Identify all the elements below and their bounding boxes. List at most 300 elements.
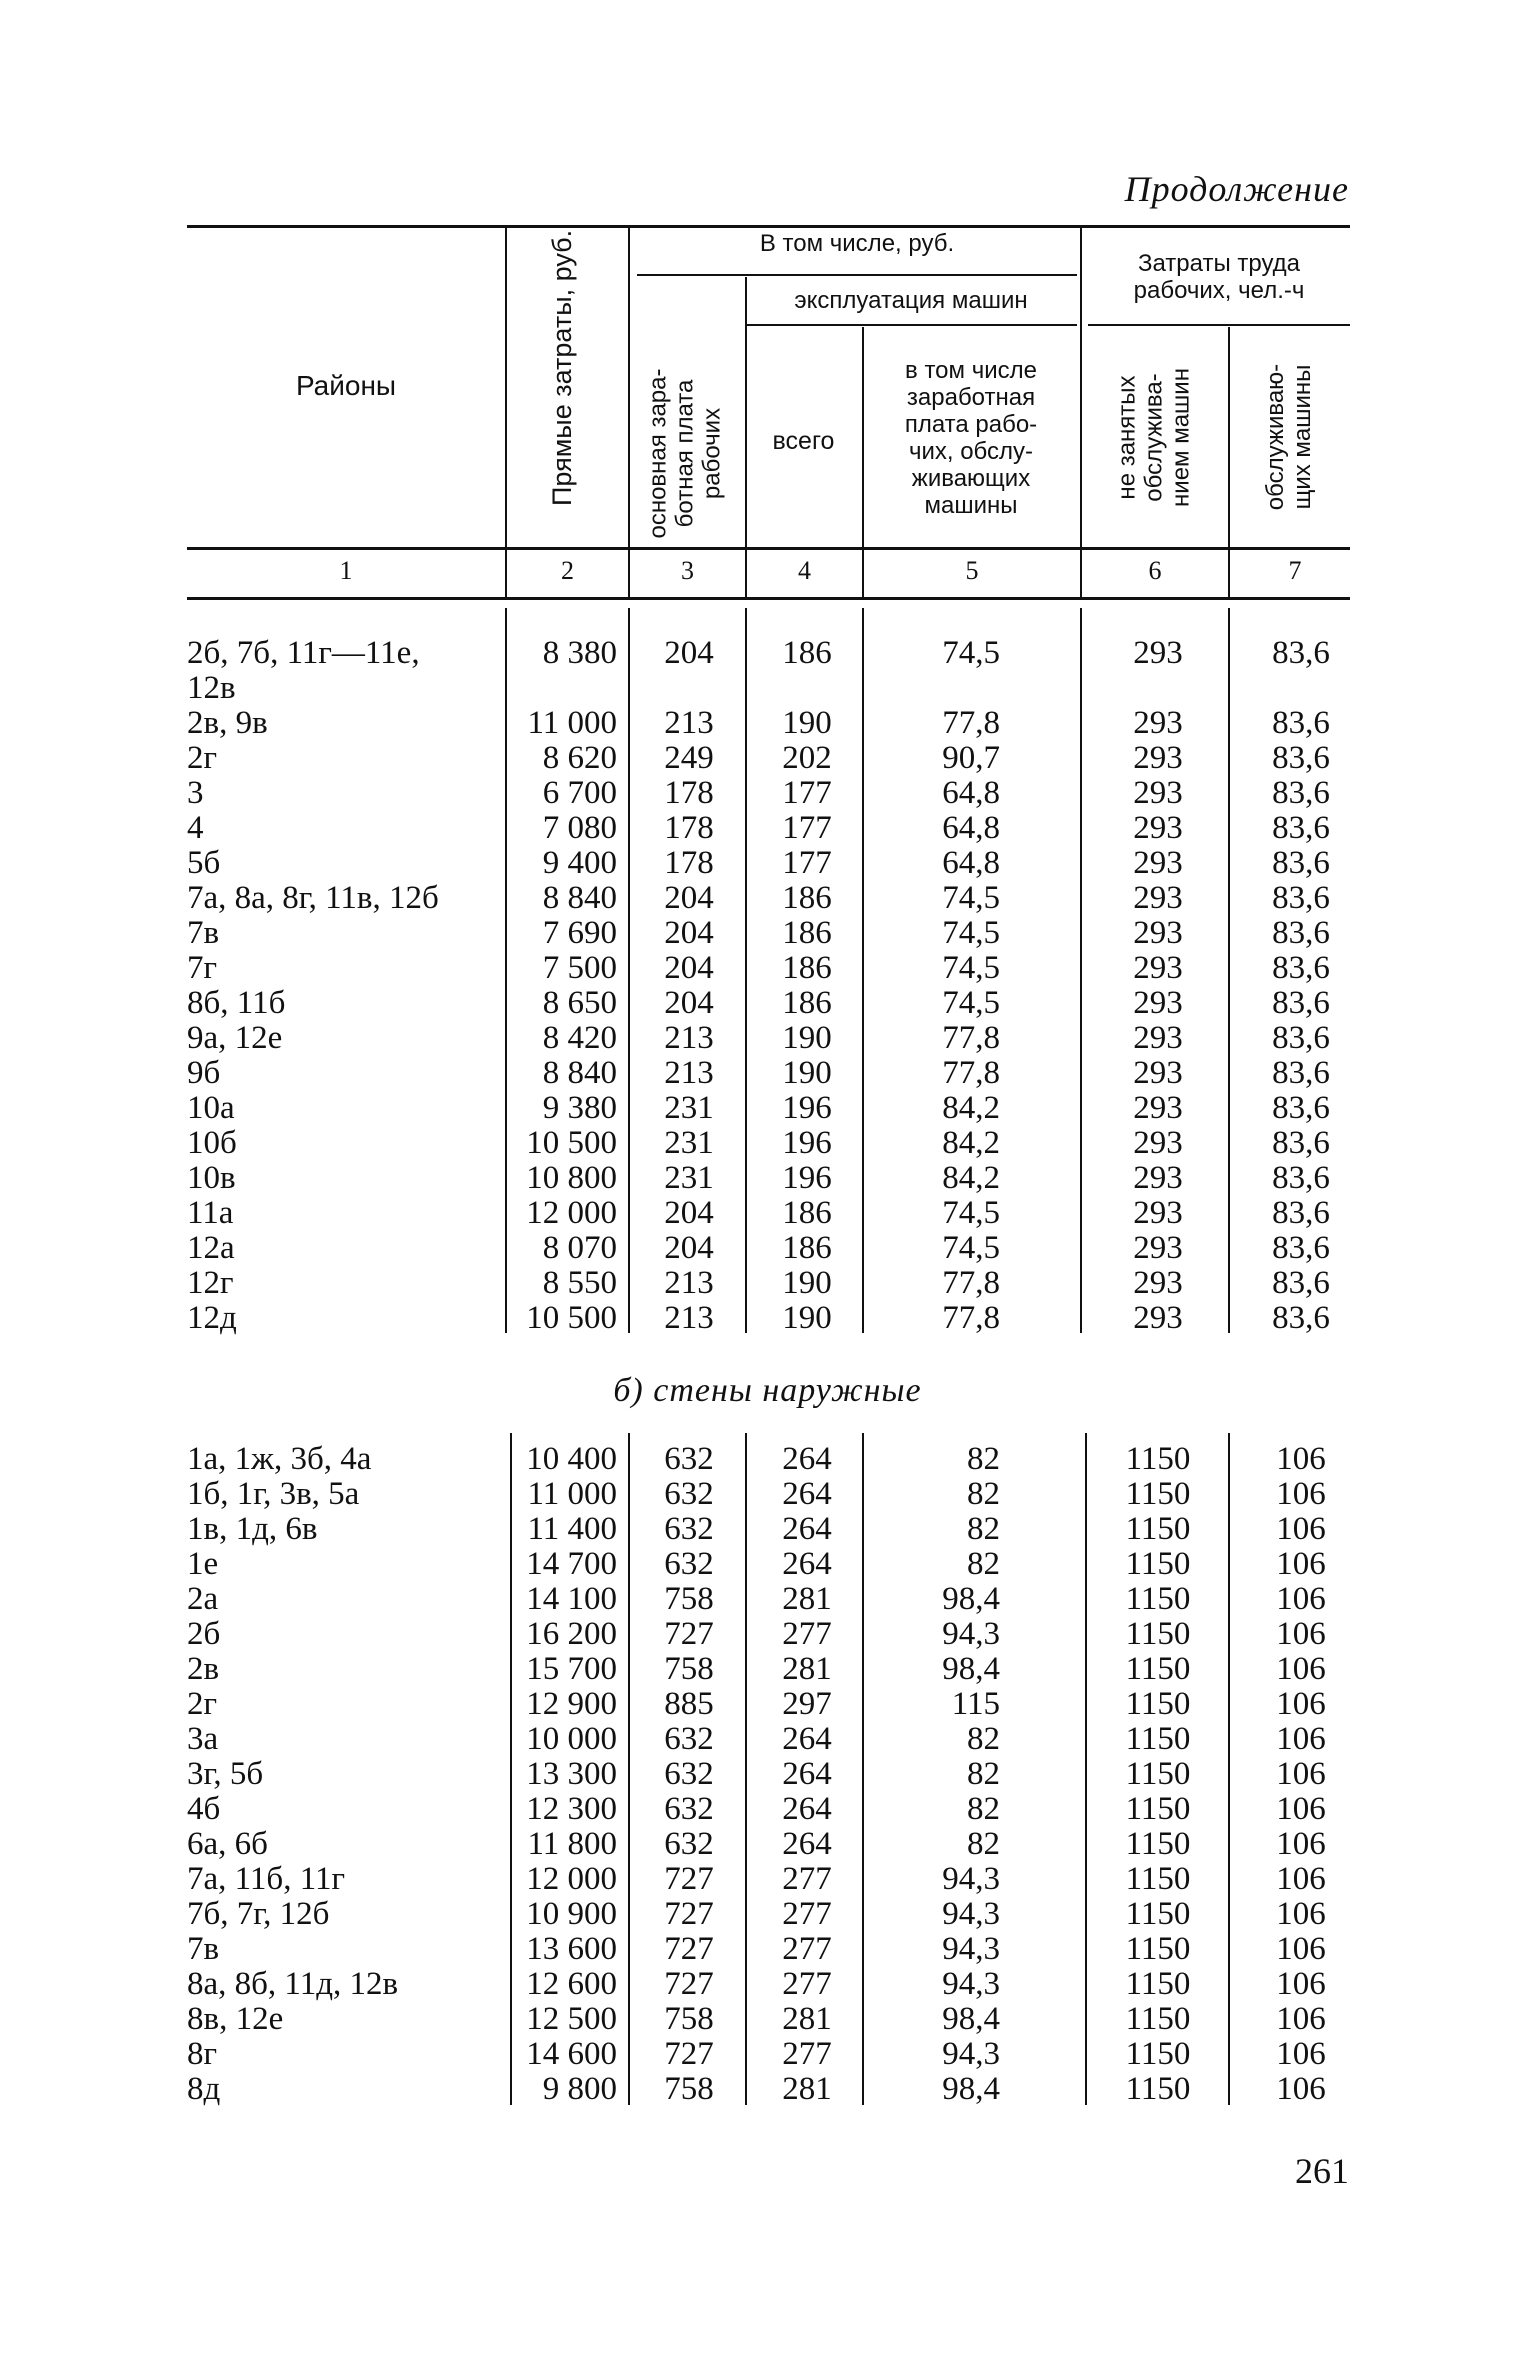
district-cell: 2г <box>187 740 218 776</box>
header-base-wages-line3: рабочих <box>698 407 726 500</box>
direct-costs-cell: 12 500 <box>526 2001 617 2037</box>
header-incl-wages <box>864 357 1078 519</box>
machine-wages-cell: 84,2 <box>942 1125 1000 1161</box>
header-machine-operation: эксплуатация машин <box>794 287 1028 314</box>
base-wages-cell: 632 <box>664 1791 714 1827</box>
header-districts: Районы <box>295 370 397 401</box>
machine-total-cell: 277 <box>782 1896 832 1932</box>
labor-machine-cell: 83,6 <box>1272 915 1330 951</box>
district-cell: 8а, 8б, 11д, 12в <box>187 1966 399 2002</box>
table-row <box>0 636 1535 671</box>
base-wages-cell: 178 <box>664 845 714 881</box>
machine-wages-cell: 98,4 <box>942 2001 1000 2037</box>
machine-total-cell: 177 <box>782 845 832 881</box>
district-cell: 7в <box>187 915 220 951</box>
machine-wages-cell: 77,8 <box>942 1055 1000 1091</box>
header-vline-3 <box>745 277 747 550</box>
machine-wages-cell: 82 <box>967 1441 1000 1477</box>
machine-total-cell: 186 <box>782 1195 832 1231</box>
district-cell: 7б, 7г, 12б <box>187 1896 330 1932</box>
table-row <box>0 1161 1535 1196</box>
base-wages-cell: 758 <box>664 1651 714 1687</box>
header-labor-costs-line1: Затраты труда <box>1137 250 1300 277</box>
header-direct-costs: Прямые затраты, руб. <box>547 229 577 506</box>
labor-machine-cell: 106 <box>1276 2036 1326 2072</box>
table-row <box>0 1862 1535 1897</box>
labor-not-machine-cell: 1150 <box>1125 1581 1191 1617</box>
labor-machine-cell: 106 <box>1276 1546 1326 1582</box>
table-row <box>0 1301 1535 1336</box>
machine-total-cell: 264 <box>782 1511 832 1547</box>
direct-costs-cell: 10 900 <box>526 1896 617 1932</box>
machine-wages-cell: 64,8 <box>942 845 1000 881</box>
table-row <box>0 1056 1535 1091</box>
machine-wages-cell: 94,3 <box>942 1861 1000 1897</box>
labor-machine-cell: 83,6 <box>1272 880 1330 916</box>
header-base-wages-line2: ботная плата <box>671 379 699 528</box>
machine-wages-cell: 82 <box>967 1721 1000 1757</box>
table-row <box>0 916 1535 951</box>
labor-not-machine-cell: 1150 <box>1125 1651 1191 1687</box>
direct-costs-cell: 12 300 <box>526 1791 617 1827</box>
labor-machine-cell: 106 <box>1276 1826 1326 1862</box>
base-wages-cell: 213 <box>664 1020 714 1056</box>
base-wages-cell: 231 <box>664 1125 714 1161</box>
base-wages-cell: 632 <box>664 1546 714 1582</box>
table-row <box>0 1021 1535 1056</box>
header-machine-workers-line1: обслуживаю- <box>1262 363 1289 511</box>
machine-total-cell: 190 <box>782 1055 832 1091</box>
col-number-4: 4 <box>798 556 811 585</box>
table-row <box>0 1757 1535 1792</box>
header-labor-costs-line2: рабочих, чел.-ч <box>1133 277 1305 304</box>
base-wages-cell: 632 <box>664 1511 714 1547</box>
col-number-2: 2 <box>561 556 574 585</box>
labor-not-machine-cell: 293 <box>1133 1090 1183 1126</box>
machine-wages-cell: 82 <box>967 1826 1000 1862</box>
labor-not-machine-cell: 293 <box>1133 1055 1183 1091</box>
header-not-machine-line1: не занятых <box>1113 375 1141 500</box>
direct-costs-cell: 10 400 <box>526 1441 617 1477</box>
labor-machine-cell: 106 <box>1276 1861 1326 1897</box>
table-row <box>0 2002 1535 2037</box>
machine-total-cell: 186 <box>782 1230 832 1266</box>
district-cell: 8г <box>187 2036 218 2072</box>
direct-costs-cell: 7 690 <box>542 915 617 951</box>
base-wages-cell: 632 <box>664 1441 714 1477</box>
district-cell: 2в <box>187 1651 220 1687</box>
labor-not-machine-cell: 293 <box>1133 985 1183 1021</box>
machine-total-cell: 186 <box>782 915 832 951</box>
labor-not-machine-cell: 1150 <box>1125 2036 1191 2072</box>
machine-wages-cell: 77,8 <box>942 1265 1000 1301</box>
direct-costs-cell: 8 620 <box>542 740 617 776</box>
machine-total-cell: 264 <box>782 1441 832 1477</box>
direct-costs-cell: 11 000 <box>527 1476 617 1512</box>
labor-machine-cell: 83,6 <box>1272 705 1330 741</box>
machine-total-cell: 264 <box>782 1546 832 1582</box>
base-wages-cell: 204 <box>664 915 714 951</box>
labor-not-machine-cell: 293 <box>1133 1300 1183 1336</box>
colnum-bottom-rule <box>187 597 1350 600</box>
labor-machine-cell: 83,6 <box>1272 635 1330 671</box>
labor-machine-cell: 106 <box>1276 1686 1326 1722</box>
district-cell: 7в <box>187 1931 220 1967</box>
labor-machine-cell: 83,6 <box>1272 1160 1330 1196</box>
labor-not-machine-cell: 1150 <box>1125 1966 1191 2002</box>
district-cell: 10б <box>187 1125 237 1161</box>
header-machine-workers <box>1262 337 1316 537</box>
header-incl-wages-line1: в том числе <box>905 357 1037 384</box>
district-cell: 7г <box>187 950 218 986</box>
machine-wages-cell: 98,4 <box>942 2071 1000 2107</box>
district-cell: 8б, 11б <box>187 985 286 1021</box>
base-wages-cell: 727 <box>664 2036 714 2072</box>
table-row <box>0 1687 1535 1722</box>
direct-costs-cell: 9 400 <box>542 845 617 881</box>
col-number-7: 7 <box>1288 556 1302 585</box>
machine-total-cell: 264 <box>782 1756 832 1792</box>
labor-machine-cell: 106 <box>1276 1721 1326 1757</box>
direct-costs-cell: 12 600 <box>526 1966 617 2002</box>
direct-costs-cell: 12 000 <box>526 1861 617 1897</box>
header-vline-1 <box>505 228 507 550</box>
direct-costs-cell: 14 700 <box>526 1546 617 1582</box>
base-wages-cell: 727 <box>664 1861 714 1897</box>
district-cell: 2а <box>187 1581 219 1617</box>
labor-machine-cell: 106 <box>1276 2071 1326 2107</box>
labor-not-machine-cell: 1150 <box>1125 1791 1191 1827</box>
labor-not-machine-cell: 293 <box>1133 810 1183 846</box>
labor-not-machine-cell: 293 <box>1133 775 1183 811</box>
district-cell: 10а <box>187 1090 235 1126</box>
header-incl-wages-line3: плата рабо- <box>904 411 1038 438</box>
header-vline-6 <box>1228 327 1230 550</box>
table-row <box>0 1582 1535 1617</box>
labor-machine-cell: 106 <box>1276 1511 1326 1547</box>
labor-machine-cell: 106 <box>1276 1966 1326 2002</box>
direct-costs-cell: 6 700 <box>542 775 617 811</box>
header-vline-5 <box>1080 228 1082 550</box>
table-row <box>0 1442 1535 1477</box>
header-not-machine-line2: обслужива- <box>1140 373 1168 502</box>
base-wages-cell: 204 <box>664 985 714 1021</box>
base-wages-cell: 727 <box>664 1896 714 1932</box>
machine-total-cell: 281 <box>782 1651 832 1687</box>
district-cell: 1в, 1д, 6в <box>187 1511 318 1547</box>
machine-wages-cell: 84,2 <box>942 1090 1000 1126</box>
base-wages-cell: 204 <box>664 1195 714 1231</box>
table-row <box>0 1126 1535 1161</box>
machine-total-cell: 277 <box>782 1931 832 1967</box>
base-wages-cell: 204 <box>664 950 714 986</box>
header-incl-wages-line4: чих, обслу- <box>908 438 1034 465</box>
labor-not-machine-cell: 293 <box>1133 880 1183 916</box>
machine-total-cell: 297 <box>782 1686 832 1722</box>
machine-wages-cell: 82 <box>967 1756 1000 1792</box>
labor-not-machine-cell: 293 <box>1133 1125 1183 1161</box>
header-bottom-rule <box>187 547 1350 550</box>
base-wages-cell: 758 <box>664 2071 714 2107</box>
direct-costs-cell: 14 600 <box>526 2036 617 2072</box>
table-row <box>0 1652 1535 1687</box>
labor-machine-cell: 106 <box>1276 2001 1326 2037</box>
machine-wages-cell: 74,5 <box>942 950 1000 986</box>
base-wages-cell: 204 <box>664 880 714 916</box>
labor-machine-cell: 83,6 <box>1272 1265 1330 1301</box>
base-wages-cell: 758 <box>664 2001 714 2037</box>
table-row <box>0 1792 1535 1827</box>
labor-machine-cell: 106 <box>1276 1756 1326 1792</box>
direct-costs-cell: 9 380 <box>542 1090 617 1126</box>
labor-not-machine-cell: 1150 <box>1125 1476 1191 1512</box>
labor-machine-cell: 83,6 <box>1272 1300 1330 1336</box>
district-cell: 5б <box>187 845 221 881</box>
district-cell: 8д <box>187 2071 221 2107</box>
labor-machine-cell: 83,6 <box>1272 1020 1330 1056</box>
header-incl-wages-line6: машины <box>924 492 1018 519</box>
district-cell: 2б <box>187 1616 221 1652</box>
header-total: всего <box>772 427 835 455</box>
header-vline-2 <box>628 228 630 550</box>
base-wages-cell: 204 <box>664 1230 714 1266</box>
table-row <box>0 1722 1535 1757</box>
machine-total-cell: 190 <box>782 1020 832 1056</box>
direct-costs-cell: 9 800 <box>542 2071 617 2107</box>
direct-costs-cell: 14 100 <box>526 1581 617 1617</box>
col-number-6: 6 <box>1148 556 1162 585</box>
base-wages-cell: 632 <box>664 1476 714 1512</box>
machine-total-cell: 190 <box>782 1300 832 1336</box>
district-cell: 12г <box>187 1265 234 1301</box>
base-wages-cell: 885 <box>664 1686 714 1722</box>
district-cell: 12а <box>187 1230 235 1266</box>
machine-total-cell: 264 <box>782 1476 832 1512</box>
header-not-machine <box>1114 338 1195 538</box>
labor-machine-cell: 83,6 <box>1272 1055 1330 1091</box>
table-row <box>0 811 1535 846</box>
labor-not-machine-cell: 1150 <box>1125 1861 1191 1897</box>
direct-costs-cell: 16 200 <box>526 1616 617 1652</box>
labor-not-machine-cell: 1150 <box>1125 1441 1191 1477</box>
direct-costs-cell: 7 500 <box>542 950 617 986</box>
header-base-wages <box>645 354 726 554</box>
table-row <box>0 1932 1535 1967</box>
header-rule-machine-sub <box>745 324 1077 326</box>
header-top-rule <box>187 225 1350 228</box>
direct-costs-cell: 15 700 <box>526 1651 617 1687</box>
machine-total-cell: 186 <box>782 635 832 671</box>
labor-machine-cell: 83,6 <box>1272 740 1330 776</box>
table-row <box>0 1617 1535 1652</box>
machine-total-cell: 186 <box>782 880 832 916</box>
labor-machine-cell: 106 <box>1276 1931 1326 1967</box>
machine-total-cell: 177 <box>782 810 832 846</box>
header-including-rub: В том числе, руб. <box>759 230 955 257</box>
section-b-title: б) стены наружные <box>613 1372 922 1409</box>
direct-costs-cell: 8 420 <box>542 1020 617 1056</box>
table-row <box>0 881 1535 916</box>
machine-wages-cell: 77,8 <box>942 705 1000 741</box>
base-wages-cell: 758 <box>664 1581 714 1617</box>
district-cell: 7а, 8а, 8г, 11в, 12б <box>187 880 439 916</box>
district-cell: 10в <box>187 1160 236 1196</box>
labor-not-machine-cell: 1150 <box>1125 1826 1191 1862</box>
labor-not-machine-cell: 1150 <box>1125 1546 1191 1582</box>
labor-not-machine-cell: 293 <box>1133 705 1183 741</box>
labor-machine-cell: 83,6 <box>1272 1090 1330 1126</box>
machine-wages-cell: 94,3 <box>942 1896 1000 1932</box>
machine-total-cell: 186 <box>782 985 832 1021</box>
col-number-1: 1 <box>339 556 353 585</box>
header-rule-machine <box>637 274 1077 276</box>
district-cell: 8в, 12е <box>187 2001 284 2037</box>
labor-not-machine-cell: 293 <box>1133 740 1183 776</box>
machine-total-cell: 196 <box>782 1125 832 1161</box>
direct-costs-cell: 13 600 <box>526 1931 617 1967</box>
labor-not-machine-cell: 1150 <box>1125 1686 1191 1722</box>
base-wages-cell: 632 <box>664 1721 714 1757</box>
district-cell: 9б <box>187 1055 221 1091</box>
labor-machine-cell: 83,6 <box>1272 950 1330 986</box>
base-wages-cell: 213 <box>664 705 714 741</box>
district-cell: 1б, 1г, 3в, 5а <box>187 1476 360 1512</box>
table-row <box>0 2072 1535 2107</box>
machine-wages-cell: 94,3 <box>942 1616 1000 1652</box>
table-row <box>0 1231 1535 1266</box>
labor-machine-cell: 106 <box>1276 1791 1326 1827</box>
base-wages-cell: 178 <box>664 775 714 811</box>
direct-costs-cell: 8 840 <box>542 1055 617 1091</box>
machine-wages-cell: 64,8 <box>942 775 1000 811</box>
labor-machine-cell: 83,6 <box>1272 1195 1330 1231</box>
labor-machine-cell: 83,6 <box>1272 775 1330 811</box>
machine-total-cell: 177 <box>782 775 832 811</box>
labor-not-machine-cell: 1150 <box>1125 2071 1191 2107</box>
header-incl-wages-line5: живающих <box>911 465 1031 492</box>
machine-wages-cell: 94,3 <box>942 1931 1000 1967</box>
direct-costs-cell: 10 000 <box>526 1721 617 1757</box>
table-row <box>0 1967 1535 2002</box>
district-cell: 3г, 5б <box>187 1756 264 1792</box>
table-row <box>0 1477 1535 1512</box>
machine-total-cell: 264 <box>782 1791 832 1827</box>
labor-not-machine-cell: 293 <box>1133 950 1183 986</box>
base-wages-cell: 178 <box>664 810 714 846</box>
machine-total-cell: 264 <box>782 1721 832 1757</box>
district-cell: 3а <box>187 1721 219 1757</box>
machine-wages-cell: 74,5 <box>942 635 1000 671</box>
labor-not-machine-cell: 1150 <box>1125 1756 1191 1792</box>
district-cell: 4 <box>187 810 204 846</box>
machine-total-cell: 202 <box>782 740 832 776</box>
direct-costs-cell: 10 500 <box>526 1125 617 1161</box>
table-row <box>0 1091 1535 1126</box>
machine-wages-cell: 64,8 <box>942 810 1000 846</box>
table-row <box>0 776 1535 811</box>
machine-total-cell: 196 <box>782 1090 832 1126</box>
page-number: 261 <box>1295 2151 1349 2191</box>
district-cell: 11а <box>187 1195 234 1231</box>
machine-wages-cell: 98,4 <box>942 1651 1000 1687</box>
machine-wages-cell: 77,8 <box>942 1300 1000 1336</box>
labor-machine-cell: 106 <box>1276 1581 1326 1617</box>
labor-not-machine-cell: 293 <box>1133 845 1183 881</box>
base-wages-cell: 249 <box>664 740 714 776</box>
machine-total-cell: 277 <box>782 2036 832 2072</box>
header-rule-labor <box>1088 324 1350 326</box>
direct-costs-cell: 11 400 <box>527 1511 617 1547</box>
machine-wages-cell: 94,3 <box>942 2036 1000 2072</box>
direct-costs-cell: 11 800 <box>527 1826 617 1862</box>
base-wages-cell: 632 <box>664 1826 714 1862</box>
table-row-continuation <box>0 671 1535 706</box>
machine-wages-cell: 90,7 <box>942 740 1000 776</box>
machine-total-cell: 196 <box>782 1160 832 1196</box>
base-wages-cell: 231 <box>664 1090 714 1126</box>
continuation-label: Продолжение <box>1124 169 1349 209</box>
direct-costs-cell: 8 380 <box>542 635 617 671</box>
base-wages-cell: 213 <box>664 1300 714 1336</box>
machine-wages-cell: 77,8 <box>942 1020 1000 1056</box>
district-cell: 2г <box>187 1686 218 1722</box>
machine-wages-cell: 74,5 <box>942 880 1000 916</box>
machine-wages-cell: 82 <box>967 1511 1000 1547</box>
labor-not-machine-cell: 1150 <box>1125 2001 1191 2037</box>
machine-wages-cell: 74,5 <box>942 1195 1000 1231</box>
direct-costs-cell: 13 300 <box>526 1756 617 1792</box>
machine-total-cell: 186 <box>782 950 832 986</box>
machine-total-cell: 281 <box>782 2001 832 2037</box>
base-wages-cell: 727 <box>664 1616 714 1652</box>
machine-total-cell: 264 <box>782 1826 832 1862</box>
direct-costs-cell: 8 070 <box>542 1230 617 1266</box>
table-row <box>0 1196 1535 1231</box>
machine-wages-cell: 98,4 <box>942 1581 1000 1617</box>
table-row <box>0 1897 1535 1932</box>
machine-wages-cell: 82 <box>967 1476 1000 1512</box>
labor-machine-cell: 106 <box>1276 1896 1326 1932</box>
header-base-wages-line1: основная зара- <box>644 368 672 539</box>
labor-machine-cell: 106 <box>1276 1651 1326 1687</box>
table-row <box>0 1512 1535 1547</box>
col-number-5: 5 <box>965 556 979 585</box>
machine-wages-cell: 82 <box>967 1546 1000 1582</box>
labor-not-machine-cell: 1150 <box>1125 1931 1191 1967</box>
header-not-machine-line3: нием машин <box>1167 368 1195 507</box>
district-cell-continuation: 12в <box>187 670 236 706</box>
base-wages-cell: 727 <box>664 1931 714 1967</box>
district-cell: 2б, 7б, 11г—11е, <box>187 635 420 671</box>
labor-machine-cell: 106 <box>1276 1616 1326 1652</box>
labor-machine-cell: 106 <box>1276 1476 1326 1512</box>
direct-costs-cell: 10 500 <box>526 1300 617 1336</box>
labor-machine-cell: 83,6 <box>1272 845 1330 881</box>
machine-total-cell: 190 <box>782 1265 832 1301</box>
machine-total-cell: 281 <box>782 1581 832 1617</box>
labor-not-machine-cell: 293 <box>1133 1195 1183 1231</box>
district-cell: 3 <box>187 775 204 811</box>
labor-not-machine-cell: 293 <box>1133 1265 1183 1301</box>
machine-wages-cell: 84,2 <box>942 1160 1000 1196</box>
district-cell: 4б <box>187 1791 221 1827</box>
labor-not-machine-cell: 293 <box>1133 1230 1183 1266</box>
labor-machine-cell: 83,6 <box>1272 1125 1330 1161</box>
machine-wages-cell: 82 <box>967 1791 1000 1827</box>
table-row <box>0 706 1535 741</box>
direct-costs-cell: 8 840 <box>542 880 617 916</box>
district-cell: 9а, 12е <box>187 1020 283 1056</box>
